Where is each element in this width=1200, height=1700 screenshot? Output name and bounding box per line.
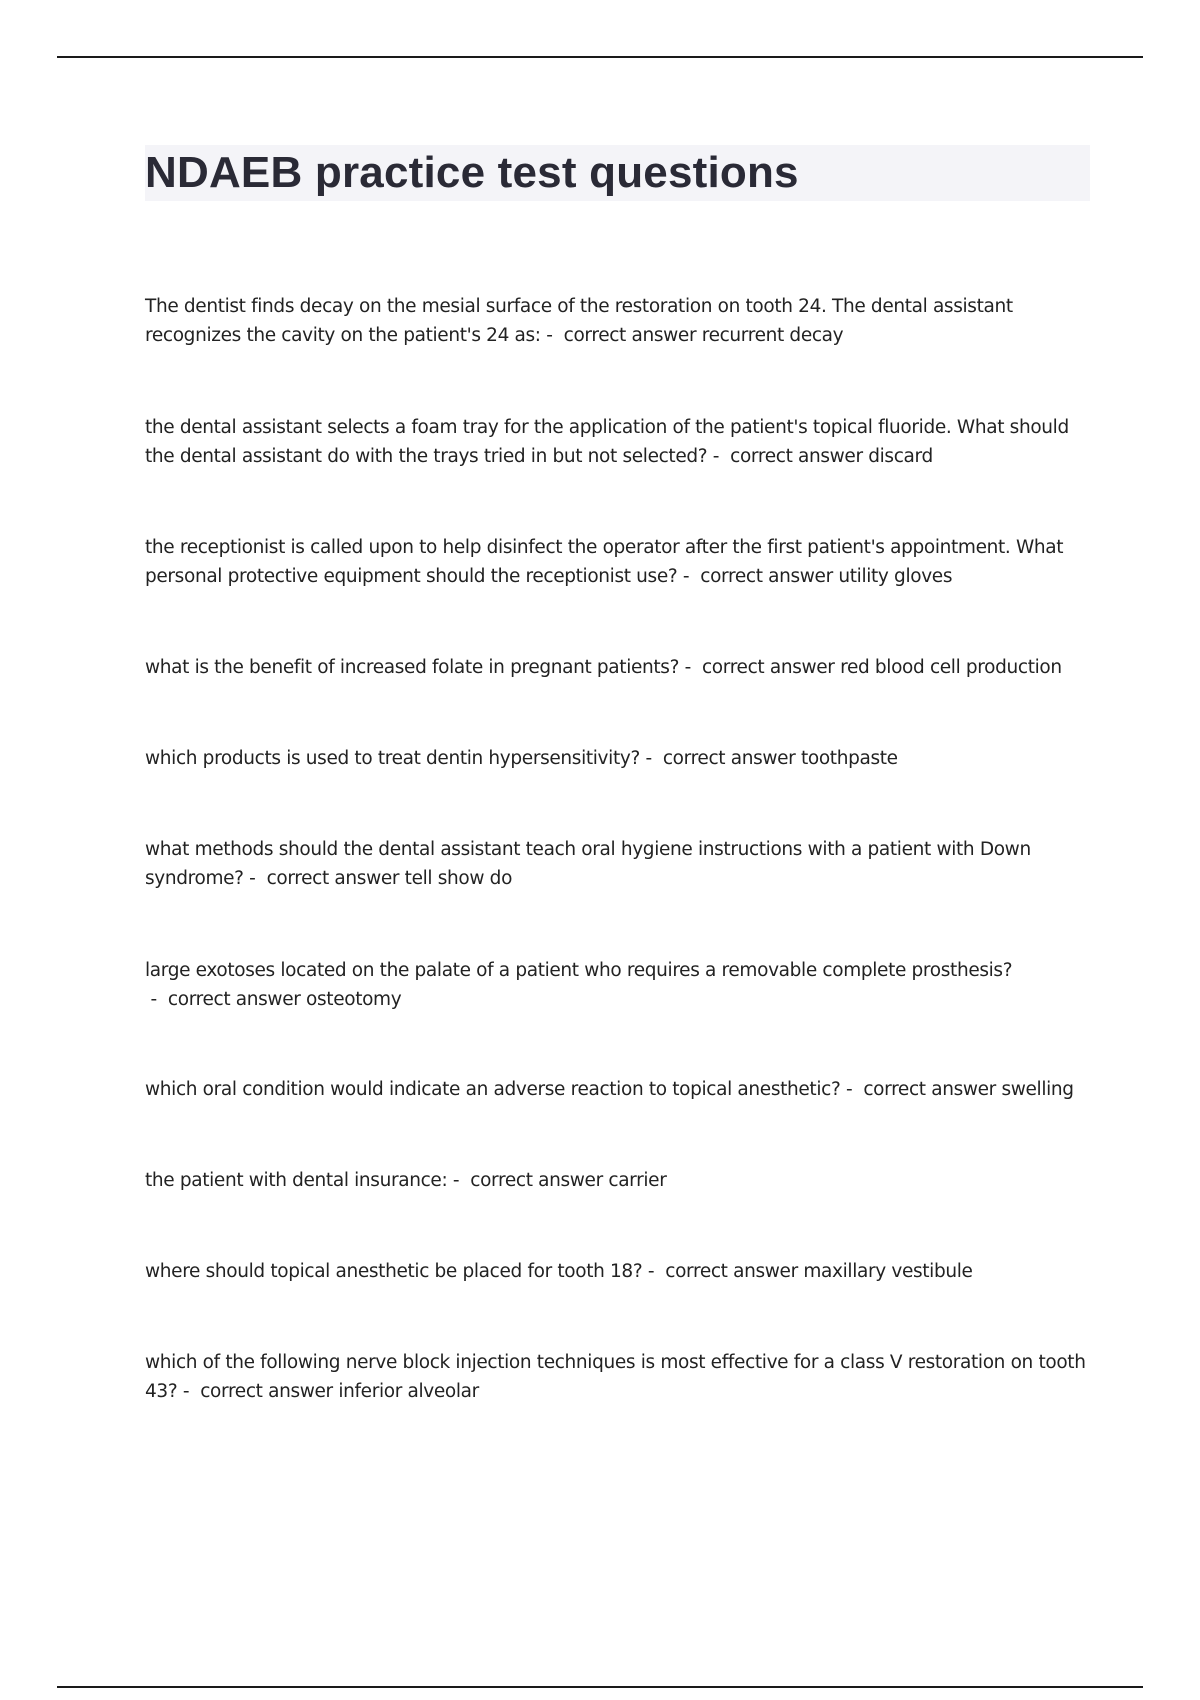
answer-text: correct answer recurrent decay bbox=[563, 325, 844, 346]
page-title: NDAEB practice test questions bbox=[145, 148, 799, 197]
list-item bbox=[145, 413, 1095, 533]
answer-text: correct answer utility gloves bbox=[700, 566, 953, 587]
answer-text: correct answer red blood cell production bbox=[701, 657, 1062, 678]
answer-text: correct answer tell show do bbox=[266, 868, 513, 889]
bottom-divider bbox=[57, 1686, 1143, 1688]
list-item bbox=[145, 835, 1095, 956]
question-list bbox=[145, 292, 1095, 1439]
question-text: large exotoses located on the palate of a patient who requires a removable complete prosthesis? bbox=[145, 960, 1013, 981]
question-text: which of the following nerve block injection techniques is most effective for a class V restoration on tooth 43? bbox=[145, 1352, 1086, 1402]
list-item bbox=[145, 533, 1095, 653]
separator: - bbox=[177, 1381, 201, 1402]
question-text: which oral condition would indicate an adverse reaction to topical anesthetic? bbox=[145, 1079, 841, 1100]
list-item bbox=[145, 653, 1095, 744]
separator: - bbox=[679, 657, 702, 678]
list-item bbox=[145, 956, 1095, 1075]
answer-text: correct answer inferior alveolar bbox=[200, 1381, 479, 1402]
answer-text: correct answer toothpaste bbox=[662, 748, 898, 769]
question-text: what methods should the dental assistant teach oral hygiene instructions with a patient with Down syndrome? bbox=[145, 839, 1031, 889]
answer-text: correct answer discard bbox=[730, 446, 933, 467]
list-item bbox=[145, 744, 1095, 835]
separator: - bbox=[243, 868, 267, 889]
separator: - bbox=[707, 446, 731, 467]
separator: - bbox=[540, 325, 564, 346]
answer-text: correct answer carrier bbox=[470, 1170, 667, 1191]
separator: - bbox=[677, 566, 701, 587]
question-text: where should topical anesthetic be placed for tooth 18? bbox=[145, 1261, 643, 1282]
separator: - bbox=[447, 1170, 471, 1191]
list-item bbox=[145, 1348, 1095, 1439]
list-item bbox=[145, 1075, 1095, 1166]
answer-text: correct answer osteotomy bbox=[167, 989, 402, 1010]
question-text: the receptionist is called upon to help disinfect the operator after the first patient's appointment. What personal protective equipment should the receptionist use? bbox=[145, 537, 1064, 587]
answer-text: correct answer swelling bbox=[863, 1079, 1074, 1100]
question-text: what is the benefit of increased folate in pregnant patients? bbox=[145, 657, 680, 678]
list-item bbox=[145, 292, 1095, 413]
question-text: the dental assistant selects a foam tray for the application of the patient's topical fluoride. What should the dental assistant do with the trays tried in but not selected? bbox=[145, 417, 1069, 467]
question-text: the patient with dental insurance: bbox=[145, 1170, 448, 1191]
separator: - bbox=[639, 748, 663, 769]
answer-text: correct answer maxillary vestibule bbox=[665, 1261, 973, 1282]
top-divider bbox=[57, 56, 1143, 58]
list-item bbox=[145, 1166, 1095, 1257]
question-text: which products is used to treat dentin hypersensitivity? bbox=[145, 748, 640, 769]
separator: - bbox=[145, 989, 168, 1010]
separator: - bbox=[642, 1261, 666, 1282]
question-text: The dentist finds decay on the mesial surface of the restoration on tooth 24. The dental assistant recognizes the cavity on the patient's 24 as: bbox=[145, 296, 1013, 346]
separator: - bbox=[840, 1079, 864, 1100]
list-item bbox=[145, 1257, 1095, 1348]
